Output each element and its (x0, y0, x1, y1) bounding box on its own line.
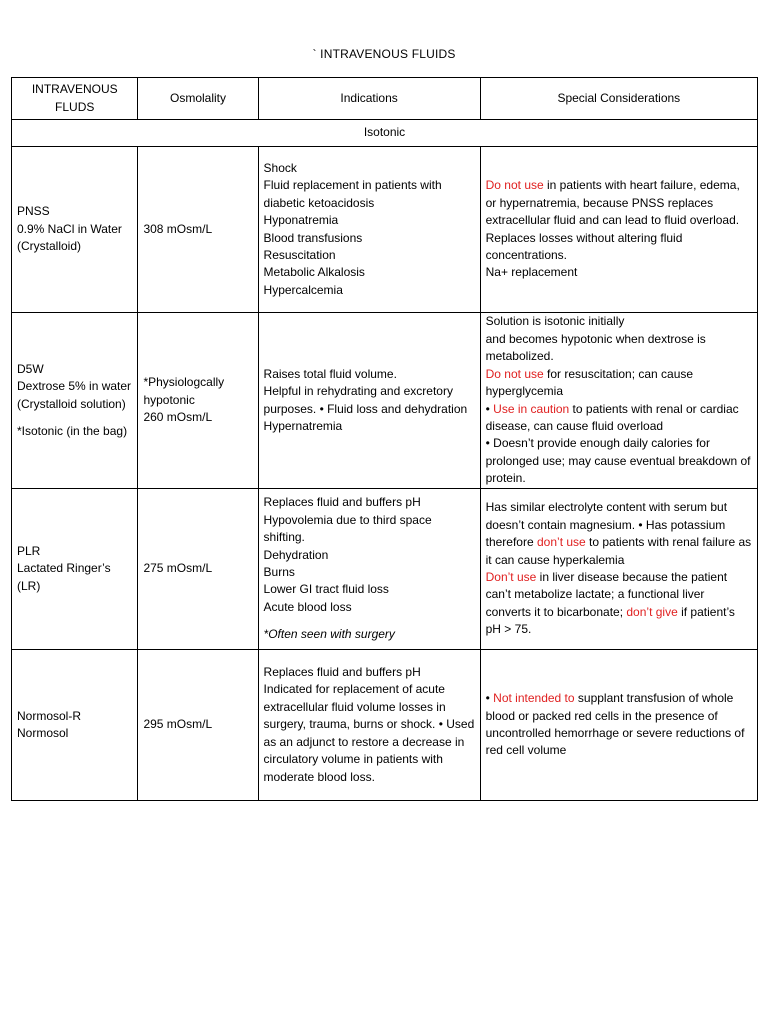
osmolality-cell: *Physiologcally hypotonic 260 mOsm/L (138, 313, 258, 489)
considerations-cell: Solution is isotonic initially and becomes hypotonic when dextrose is metabolized. Do not use for resuscitation; can cause hyperglycemia • Use in caution to patients with renal or cardiac disease, can cause fluid overload • Doesn’t provide enough daily calories for prolonged use; may cause eventual breakdown of protein. (480, 313, 757, 489)
warning-text: Use in caution (493, 401, 570, 416)
osmolality-cell: 275 mOsm/L (138, 489, 258, 650)
table-row (12, 147, 758, 313)
indications-cell: Shock Fluid replacement in patients with diabetic ketoacidosis Hyponatremia Blood transfusions Resuscitation Metabolic Alkalosis Hypercalcemia (258, 147, 480, 313)
considerations-cell: Has similar electrolyte content with serum but doesn’t contain magnesium. • Has potassium therefore don’t use to patients with renal failure as it can cause hyperkalemia Don’t use in liver disease because the patient can’t metabolize lactate; a functional liver converts it to bicarbonate; don’t give if patient’s pH > 75. (480, 489, 757, 650)
header-row (12, 78, 758, 120)
header-fluids: INTRAVENOUS FLUDS (12, 78, 138, 120)
document-title: ` INTRAVENOUS FLUIDS (312, 47, 456, 61)
considerations-cell: Do not use in patients with heart failure, edema, or hypernatremia, because PNSS replaces extracellular fluid and can lead to fluid overload. Replaces losses without altering fluid concentrations. Na+ replacement (480, 147, 757, 313)
section-row (12, 120, 758, 147)
osmolality-cell: 308 mOsm/L (138, 147, 258, 313)
fluid-cell: PNSS 0.9% NaCl in Water (Crystalloid) (12, 147, 138, 313)
fluid-cell: PLR Lactated Ringer’s (LR) (12, 489, 138, 650)
indications-cell: Raises total fluid volume. Helpful in rehydrating and excretory purposes. • Fluid loss and dehydration Hypernatremia (258, 313, 480, 489)
warning-text: Do not use (485, 178, 544, 193)
fluid-cell: Normosol-R Normosol (12, 650, 138, 801)
header-osmolality: Osmolality (138, 78, 258, 120)
warning-text: Do not use (485, 366, 544, 381)
iv-fluids-table (11, 77, 758, 801)
warning-text: don’t give (626, 604, 678, 619)
osmolality-cell: 295 mOsm/L (138, 650, 258, 801)
warning-text: Not intended to (493, 691, 575, 706)
header-considerations: Special Considerations (480, 78, 757, 120)
warning-text: Don’t use (485, 570, 537, 584)
indications-note: *Often seen with surgery (263, 627, 395, 642)
section-isotonic: Isotonic (12, 120, 758, 147)
considerations-cell: • Not intended to supplant transfusion of whole blood or packed red cells in the presence of uncontrolled hemorrhage or severe reductions of red cell volume (480, 650, 757, 801)
indications-cell: Replaces fluid and buffers pH Indicated for replacement of acute extracellular fluid volume losses in surgery, trauma, burns or shock. • Used as an adjunct to restore a decrease in circulatory volume in patients with moderate blood loss. (258, 650, 480, 801)
table-row (12, 313, 758, 489)
table-row (12, 650, 758, 801)
fluid-cell: D5W Dextrose 5% in water (Crystalloid solution) *Isotonic (in the bag) (12, 313, 138, 489)
indications-cell: Replaces fluid and buffers pH Hypovolemia due to third space shifting. Dehydration Burns Lower GI tract fluid loss Acute blood loss *Often seen with surgery (258, 489, 480, 650)
warning-text: don’t use (537, 535, 586, 550)
header-indications: Indications (258, 78, 480, 120)
table-row (12, 489, 758, 650)
